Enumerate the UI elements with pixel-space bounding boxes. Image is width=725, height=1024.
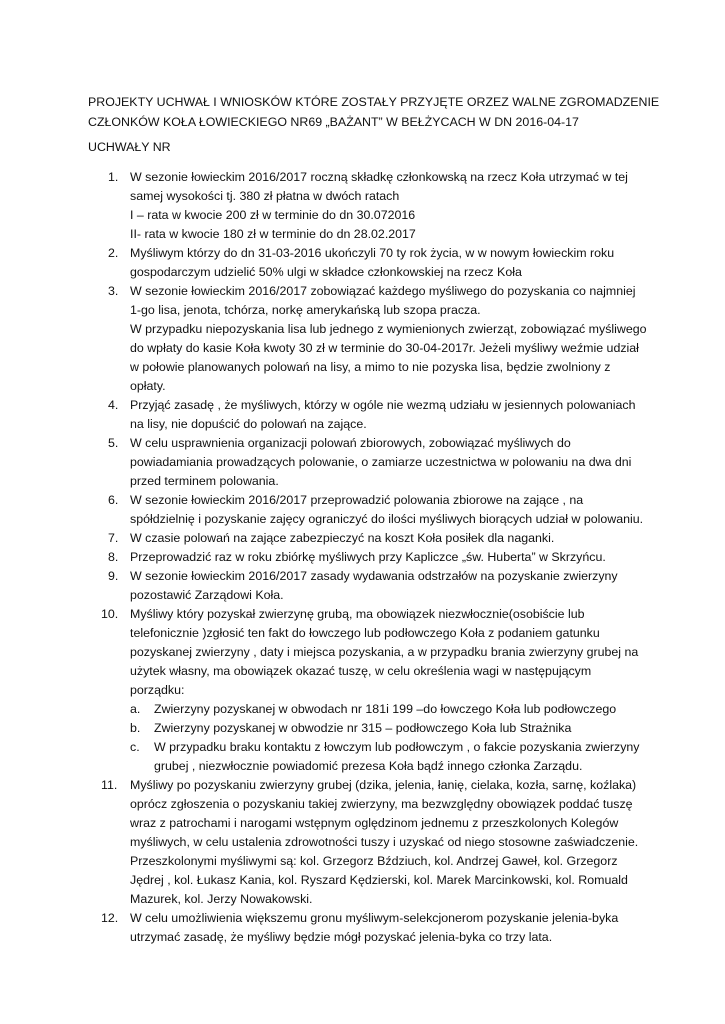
list-item-number: 11.: [101, 778, 118, 792]
list-item-text-line: gospodarczym udzielić 50% ulgi w składce członkowskiej na rzecz Koła: [130, 265, 522, 279]
list-item-text-line: powiadamiania prowadzących polowanie, o zamiarze uczestnictwa w polowaniu na dwa dni: [130, 455, 632, 469]
list-item-text-line: na lisy, nie dopuścić do polowań na zające.: [130, 417, 367, 431]
list-item-text-line: W przypadku niepozyskania lisa lub jednego z wymienionych zwierząt, zobowiązać myśliwego: [130, 322, 647, 336]
sub-list-item-letter: a.: [130, 702, 141, 716]
list-item: [88, 567, 648, 605]
list-item: [88, 168, 648, 244]
list-item-text-line: Przeszkolonymi myśliwymi są: kol. Grzegorz Bździuch, kol. Andrzej Gaweł, kol. Grzegorz: [130, 854, 618, 868]
resolutions-heading: UCHWAŁY NR: [88, 140, 171, 154]
list-item-text-line: myśliwych, w celu ustalenia zdrowotności tuszy i uzyskać od niego stosowne zaświadczenie.: [130, 835, 639, 849]
list-item: [88, 434, 648, 491]
list-item: [88, 776, 648, 909]
list-item-number: 2.: [108, 246, 119, 260]
list-item-text-line: do wpłaty do kasie Koła kwoty 30 zł w terminie do 30-04-2017r. Jeżeli myśliwy weźmie udział: [130, 341, 639, 355]
list-item: [88, 491, 648, 529]
list-item-number: 1.: [108, 170, 119, 184]
list-item-text-line: 1-go lisa, jenota, tchórza, norkę amerykańską lub szopa pracza.: [130, 303, 481, 317]
list-item-text-line: I – rata w kwocie 200 zł w terminie do dn 30.072016: [130, 208, 416, 222]
list-item-text-line: W sezonie łowieckim 2016/2017 roczną składkę członkowską na rzecz Koła utrzymać w tej: [130, 170, 628, 184]
list-item-text-line: utrzymać zasadę, że myśliwy będzie mógł pozyskać jelenia-byka co trzy lata.: [130, 930, 553, 944]
list-item: [88, 605, 648, 776]
sub-list-item-letter: c.: [130, 740, 140, 754]
list-item-text-line: porządku:: [130, 683, 185, 697]
list-item-number: 4.: [108, 398, 119, 412]
list-item: [88, 548, 648, 567]
list-item-text-line: wraz z patrochami i narogami wstępnym oględzinom jednemu z przeszkolonych Kolegów: [130, 816, 619, 830]
list-item-number: 7.: [108, 531, 119, 545]
document-title: [88, 93, 688, 132]
title-line-2: CZŁONKÓW KOŁA ŁOWIECKIEGO NR69 „BAŻANT” W BEŁŻYCACH W DN 2016-04-17: [88, 114, 579, 129]
sub-list-item: [130, 700, 648, 719]
list-item-text-line: Myśliwy po pozyskaniu zwierzyny grubej (dzika, jelenia, łanię, cielaka, kozła, sarnę, koźlaka): [130, 778, 637, 792]
list-item-text-line: W sezonie łowieckim 2016/2017 zasady wydawania odstrzałów na pozyskanie zwierzyny: [130, 569, 618, 583]
resolutions-list: [88, 168, 648, 947]
list-item-text-line: W celu usprawnienia organizacji polowań zbiorowych, zobowiązać myśliwych do: [130, 436, 571, 450]
list-item: [88, 909, 648, 947]
sub-list-item-text-line: W przypadku braku kontaktu z łowczym lub podłowczym , o fakcie pozyskania zwierzyny: [154, 740, 640, 754]
list-item: [88, 282, 648, 396]
sub-list-item-text-line: Zwierzyny pozyskanej w obwodzie nr 315 – podłowczego Koła lub Strażnika: [154, 721, 572, 735]
list-item-text-line: spółdzielnię i pozyskanie zajęcy ograniczyć do ilości myśliwych biorących udział w polowaniu.: [130, 512, 644, 526]
list-item-text-line: użytek własny, ma obowiązek okazać tuszę, w celu określenia wagi w następującym: [130, 664, 592, 678]
list-item-text-line: telefonicznie )zgłosić ten fakt do łowczego lub podłowczego Koła z podaniem gatunku: [130, 626, 600, 640]
list-item-number: 8.: [108, 550, 119, 564]
list-item-number: 3.: [108, 284, 119, 298]
list-item-text-line: pozostawić Zarządowi Koła.: [130, 588, 284, 602]
list-item-text-line: pozyskanej zwierzyny , daty i miejsca pozyskania, a w przypadku brania zwierzyny grubej na: [130, 645, 639, 659]
list-item-number: 6.: [108, 493, 119, 507]
list-item-number: 10.: [101, 607, 119, 621]
list-item-text-line: opłaty.: [130, 379, 166, 393]
title-line-1: PROJEKTY UCHWAŁ I WNIOSKÓW KTÓRE ZOSTAŁY PRZYJĘTE ORZEZ WALNE ZGROMADZENIE: [88, 95, 660, 109]
list-item-text-line: W celu umożliwienia większemu gronu myśliwym-selekcjonerom pozyskanie jelenia-byka: [130, 911, 619, 925]
list-item-number: 9.: [108, 569, 119, 583]
list-item: [88, 529, 648, 548]
sub-list-item-text-line: grubej , niezwłocznie powiadomić prezesa Koła bądź innego członka Zarządu.: [154, 759, 583, 773]
list-item-text-line: Przyjąć zasadę , że myśliwych, którzy w ogóle nie wezmą udziału w jesiennych polowaniach: [130, 398, 636, 412]
sub-list-item: [130, 719, 648, 738]
list-item-text-line: przed terminem polowania.: [130, 474, 279, 488]
list-item-text-line: Myśliwy który pozyskał zwierzynę grubą, ma obowiązek niezwłocznie(osobiście lub: [130, 607, 585, 621]
list-item-text-line: Przeprowadzić raz w roku zbiórkę myśliwych przy Kapliczce „św. Huberta” w Skrzyńcu.: [130, 550, 606, 564]
sub-list-item: [130, 738, 648, 776]
list-item-text-line: W sezonie łowieckim 2016/2017 zobowiązać każdego myśliwego do pozyskania co najmniej: [130, 284, 636, 298]
list-item: [88, 396, 648, 434]
list-item-text-line: samej wysokości tj. 380 zł płatna w dwóch ratach: [130, 189, 400, 203]
list-item-text-line: w połowie planowanych polowań na lisy, a mimo to nie pozyska lisa, będzie zwolniony z: [130, 360, 611, 374]
list-item-text-line: Jędrej , kol. Łukasz Kania, kol. Ryszard Kędzierski, kol. Marek Marcinkowski, kol. Romuald: [130, 873, 628, 887]
list-item: [88, 244, 648, 282]
sub-list-item-letter: b.: [130, 721, 141, 735]
list-item-number: 5.: [108, 436, 119, 450]
sub-list-item-text-line: Zwierzyny pozyskanej w obwodach nr 181i 199 –do łowczego Koła lub podłowczego: [154, 702, 617, 716]
list-item-text-line: W czasie polowań na zające zabezpieczyć na koszt Koła posiłek dla naganki.: [130, 531, 555, 545]
list-item-text-line: II- rata w kwocie 180 zł w terminie do dn 28.02.2017: [130, 227, 416, 241]
list-item-text-line: Mazurek, kol. Jerzy Nowakowski.: [130, 892, 313, 906]
list-item-number: 12.: [101, 911, 119, 925]
list-item-text-line: oprócz zgłoszenia o pozyskaniu takiej zwierzyny, ma bezwzględny obowiązek poddać tuszę: [130, 797, 633, 811]
list-item-text-line: Myśliwym którzy do dn 31-03-2016 ukończyli 70 ty rok życia, w w nowym łowieckim roku: [130, 246, 615, 260]
list-item-text-line: W sezonie łowieckim 2016/2017 przeprowadzić polowania zbiorowe na zające , na: [130, 493, 584, 507]
